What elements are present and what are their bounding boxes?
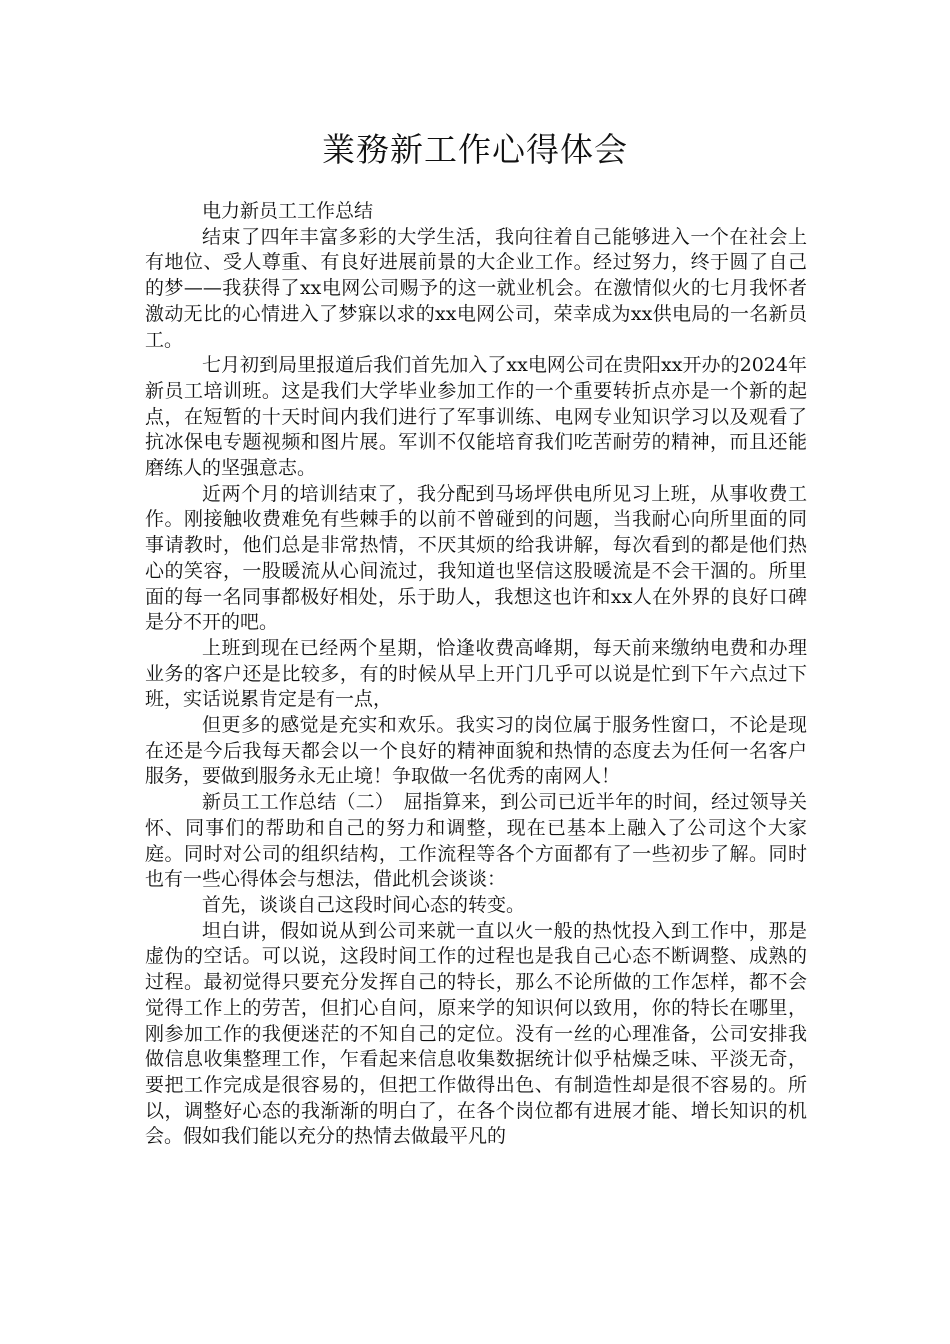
document-body xyxy=(145,199,807,1150)
paragraph: 坦白讲，假如说从到公司来就一直以火一般的热忱投入到工作中，那是虚伪的空话。可以说，这段时间工作的过程也是我自己心态不断调整、成熟的过程。最初觉得只要充分发挥自己的特长，那么不论所做的工作怎样，都不会觉得工作上的劳苦，但扪心自问，原来学的知识何以致用，你的特长在哪里，刚参加工作的我便迷茫的不知自己的定位。没有一丝的心理准备，公司安排我做信息收集整理工作，乍看起来信息收集数据统计似乎枯燥乏味、平淡无奇，要把工作完成是很容易的，但把工作做得出色、有制造性却是很不容易的。所以，调整好心态的我渐渐的明白了，在各个岗位都有进展才能、增长知识的机会。假如我们能以充分的热情去做最平凡的 xyxy=(145,919,807,1148)
paragraph: 首先，谈谈自己这段时间心态的转变。 xyxy=(202,893,526,916)
paragraph: 近两个月的培训结束了，我分配到马场坪供电所见习上班，从事收费工作。刚接触收费难免有些棘手的以前不曾碰到的问题，当我耐心向所里面的同事请教时，他们总是非常热情，不厌其烦的给我讲解，每次看到的都是他们热心的笑容，一股暖流从心间流过，我知道也坚信这股暖流是不会干涸的。所里面的每一名同事都极好相处，乐于助人，我想这也许和xx人在外界的良好口碑是分不开的吧。 xyxy=(145,482,807,634)
paragraph: 上班到现在已经两个星期，恰逢收费高峰期，每天前来缴纳电费和办理业务的客户还是比较多，有的时候从早上开门几乎可以说是忙到下午六点过下班，实话说累肯定是有一点， xyxy=(145,636,807,711)
paragraph: 但更多的感觉是充实和欢乐。我实习的岗位属于服务性窗口，不论是现在还是今后我每天都会以一个良好的精神面貌和热情的态度去为任何一名客户服务，要做到服务永无止境！争取做一名优秀的南网人！ xyxy=(145,714,807,788)
section-heading: 电力新员工工作总结 xyxy=(202,200,374,222)
paragraph: 七月初到局里报道后我们首先加入了xx电网公司在贵阳xx开办的2024年新员工培训班。这是我们大学毕业参加工作的一个重要转折点亦是一个新的起点，在短暂的十天时间内我们进行了军事训练、电网专业知识学习以及观看了抗冰保电专题视频和图片展。军训不仅能培育我们吃苦耐劳的精神，而且还能磨练人的坚强意志。 xyxy=(145,354,807,480)
paragraph: 新员工工作总结（二） 屈指算来，到公司已近半年的时间，经过领导关怀、同事们的帮助和自己的努力和调整，现在已基本上融入了公司这个大家庭。同时对公司的组织结构，工作流程等各个方面都有了一些初步了解。同时也有一些心得体会与想法，借此机会谈谈： xyxy=(145,791,807,891)
paragraph: 结束了四年丰富多彩的大学生活，我向往着自己能够进入一个在社会上有地位、受人尊重、有良好进展前景的大企业工作。经过努力，终于圆了自己的梦——我获得了xx电网公司赐予的这一就业机会。在激情似火的七月我怀者激动无比的心情进入了梦寐以求的xx电网公司，荣幸成为xx供电局的一名新员工。 xyxy=(145,225,807,351)
document-title: 業務新工作心得体会 xyxy=(322,130,628,169)
